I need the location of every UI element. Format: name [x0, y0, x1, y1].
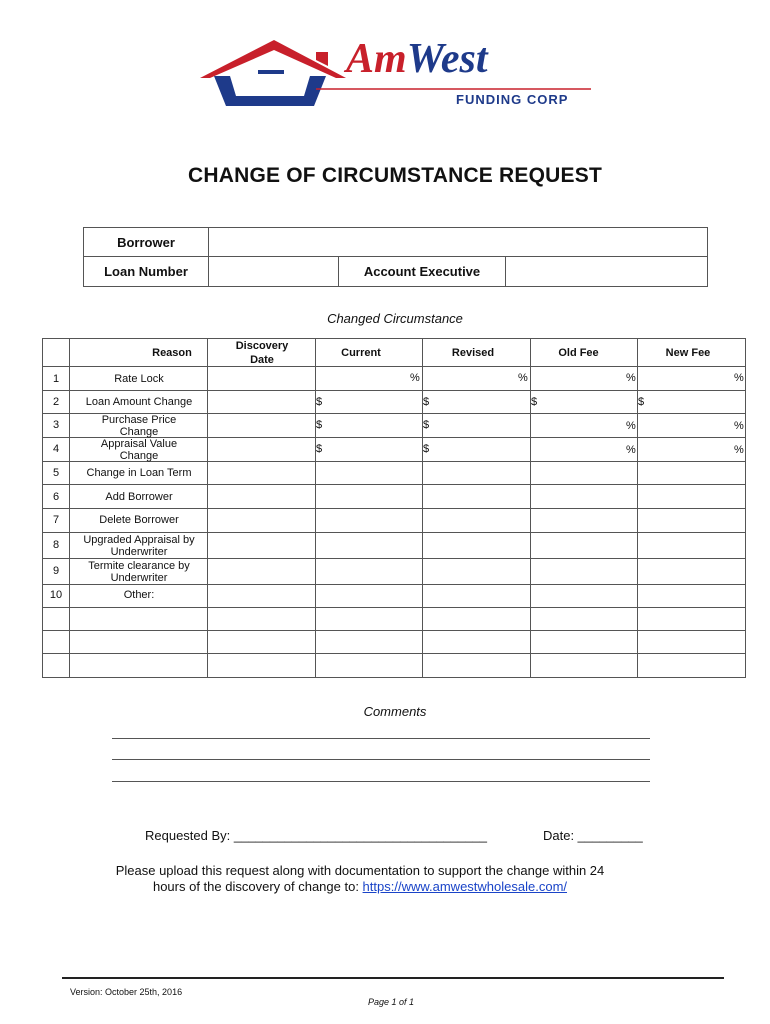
current-dollar: $	[316, 419, 323, 431]
reason-purchase-price-line1: Purchase Price	[101, 414, 177, 426]
footer-divider	[62, 977, 724, 979]
requested-by-field[interactable]: Requested By: ___________________________________	[145, 828, 487, 843]
logo-subtitle: FUNDING CORP	[456, 92, 569, 107]
comment-line-2[interactable]	[112, 759, 650, 760]
row-number: 10	[49, 589, 63, 601]
revised-percent: %	[518, 372, 528, 384]
row-number: 7	[52, 514, 60, 526]
reason-appraisal-value-line2: Change	[119, 450, 159, 462]
new-fee-percent: %	[734, 420, 744, 432]
header-revised: Revised	[451, 347, 495, 359]
revised-dollar: $	[423, 396, 430, 408]
row-number: 3	[52, 419, 60, 431]
circumstance-table	[42, 338, 746, 678]
new-fee-percent: %	[734, 444, 744, 456]
row-number: 8	[52, 539, 60, 551]
row-number: 9	[52, 565, 60, 577]
account-executive-field[interactable]	[505, 256, 708, 287]
comments-label: Comments	[363, 704, 427, 719]
reason-appraisal-value-line1: Appraisal Value	[100, 438, 178, 450]
new-fee-percent: %	[734, 372, 744, 384]
header-discovery-line1: Discovery	[235, 340, 289, 352]
logo-brand-am: Am	[346, 36, 407, 82]
old-fee-percent: %	[626, 420, 636, 432]
amwest-logo	[196, 38, 596, 114]
row-number: 2	[52, 396, 60, 408]
logo-brand-west: West	[406, 36, 488, 82]
header-old-fee: Old Fee	[558, 347, 599, 359]
header-reason: Reason	[152, 347, 192, 359]
header-new-fee: New Fee	[665, 347, 711, 359]
old-fee-dollar: $	[531, 396, 538, 408]
row-number: 5	[52, 467, 60, 479]
borrower-field[interactable]	[208, 227, 708, 257]
current-dollar: $	[316, 396, 323, 408]
new-fee-dollar: $	[638, 396, 645, 408]
loan-number-label: Loan Number	[83, 256, 209, 287]
row-number: 4	[52, 443, 60, 455]
notice-line-2	[60, 879, 660, 895]
reason-other: Other:	[123, 589, 155, 601]
current-dollar: $	[316, 443, 323, 455]
reason-upgraded-appraisal-line2: Underwriter	[110, 546, 168, 558]
account-executive-label: Account Executive	[338, 256, 506, 287]
old-fee-percent: %	[626, 372, 636, 384]
comment-line-1[interactable]	[112, 738, 650, 739]
reason-delete-borrower: Delete Borrower	[99, 514, 179, 526]
page-title: CHANGE OF CIRCUMSTANCE REQUEST	[188, 164, 602, 187]
row-number: 6	[52, 491, 60, 503]
changed-circumstance-label: Changed Circumstance	[327, 311, 463, 326]
upload-notice	[60, 863, 660, 895]
old-fee-percent: %	[626, 444, 636, 456]
notice-line-2-text: hours of the discovery of change to:	[152, 879, 363, 894]
reason-add-borrower: Add Borrower	[105, 491, 173, 503]
reason-rate-lock: Rate Lock	[114, 373, 164, 385]
header-current: Current	[341, 347, 381, 359]
table-grid-lines	[42, 338, 746, 678]
borrower-label: Borrower	[83, 227, 209, 257]
comment-line-3[interactable]	[112, 781, 650, 782]
revised-dollar: $	[423, 419, 430, 431]
amwest-wholesale-link[interactable]: https://www.amwestwholesale.com/	[362, 879, 568, 894]
version-text: Version: October 25th, 2016	[70, 987, 183, 997]
page-number: Page 1 of 1	[368, 997, 415, 1007]
notice-line-1: Please upload this request along with documentation to support the change within 24	[115, 863, 605, 878]
reason-termite-clearance-line1: Termite clearance by	[88, 560, 190, 572]
reason-upgraded-appraisal-line1: Upgraded Appraisal by	[83, 534, 195, 546]
reason-change-loan-term: Change in Loan Term	[86, 467, 192, 479]
reason-termite-clearance-line2: Underwriter	[110, 572, 168, 584]
revised-dollar: $	[423, 443, 430, 455]
reason-loan-amount-change: Loan Amount Change	[85, 396, 193, 408]
row-number: 1	[52, 373, 60, 385]
header-discovery-line2: Date	[250, 354, 274, 366]
date-field[interactable]: Date: _________	[543, 828, 643, 843]
reason-purchase-price-line2: Change	[119, 426, 159, 438]
current-percent: %	[410, 372, 420, 384]
loan-number-field[interactable]	[208, 256, 339, 287]
